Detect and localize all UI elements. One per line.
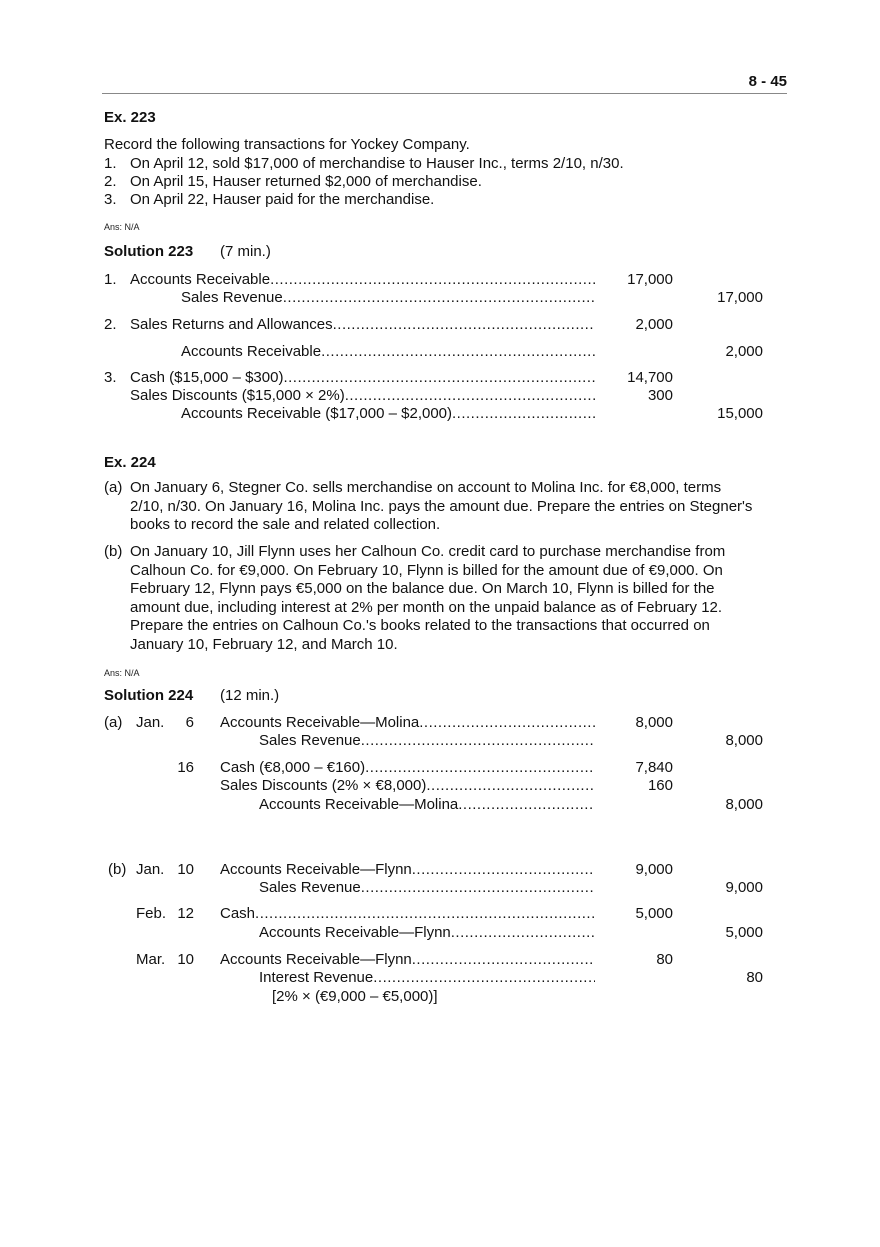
credit-amount: 8,000 xyxy=(725,732,763,749)
credit-amount: 8,000 xyxy=(725,796,763,813)
journal-row xyxy=(0,759,880,777)
entry-month: Jan. xyxy=(136,861,165,878)
entry-label: (b) xyxy=(108,861,127,878)
entry-day: 10 xyxy=(177,861,194,878)
account-line xyxy=(181,289,595,307)
journal-row xyxy=(0,369,880,387)
account-line xyxy=(259,924,595,942)
account-name: Accounts Receivable—Flynn xyxy=(220,951,412,968)
credit-amount: 5,000 xyxy=(725,924,763,941)
journal-row xyxy=(0,387,880,405)
part-text-line: books to record the sale and related collection. xyxy=(130,516,441,534)
account-line xyxy=(220,759,595,777)
account-line xyxy=(259,879,595,897)
entry-label: 1. xyxy=(104,271,117,288)
entry-month: Feb. xyxy=(136,905,167,922)
journal-row xyxy=(0,343,880,361)
dot-leader xyxy=(333,316,595,334)
account-line xyxy=(181,405,595,423)
account-line xyxy=(259,969,595,987)
dot-leader xyxy=(426,777,595,795)
debit-amount: 14,700 xyxy=(627,369,673,386)
dot-leader xyxy=(419,714,595,732)
solution-224-time: (12 min.) xyxy=(220,687,280,704)
dot-leader xyxy=(361,732,595,750)
journal-row xyxy=(0,969,880,987)
credit-amount: 15,000 xyxy=(717,405,763,422)
account-line xyxy=(181,343,595,361)
account-name: Accounts Receivable xyxy=(181,343,322,360)
journal-row xyxy=(0,879,880,897)
account-line xyxy=(259,732,595,750)
item-text: On April 22, Hauser paid for the merchandise. xyxy=(130,191,435,208)
credit-amount: 17,000 xyxy=(717,289,763,306)
account-line xyxy=(130,387,595,405)
account-name: Cash ($15,000 – $300) xyxy=(130,369,284,386)
account-name: Sales Discounts ($15,000 × 2%) xyxy=(130,387,345,404)
journal-row xyxy=(0,924,880,942)
account-name: Accounts Receivable—Molina xyxy=(259,796,459,813)
account-name: Cash (€8,000 – €160) xyxy=(220,759,366,776)
journal-row xyxy=(0,861,880,879)
exercise-224-title: Ex. 224 xyxy=(104,454,156,471)
item-text: On April 15, Hauser returned $2,000 of merchandise. xyxy=(130,173,482,190)
journal-row xyxy=(0,316,880,334)
debit-amount: 160 xyxy=(647,777,673,794)
solution-224-title: Solution 224 xyxy=(104,687,194,704)
account-name: Cash xyxy=(220,905,256,922)
entry-label: 2. xyxy=(104,316,117,333)
journal-row xyxy=(0,714,880,732)
part-text-line: Calhoun Co. for €9,000. On February 10, Flynn is billed for the amount due of €9,000. On xyxy=(130,561,723,579)
credit-amount: 80 xyxy=(746,969,763,986)
part-label: (b) xyxy=(104,543,123,560)
dot-leader xyxy=(345,387,595,405)
account-name: Interest Revenue xyxy=(259,969,374,986)
debit-amount: 5,000 xyxy=(635,905,673,922)
entry-day: 10 xyxy=(177,951,194,968)
solution-223-title: Solution 223 xyxy=(104,243,194,260)
debit-amount: 80 xyxy=(656,951,673,968)
entry-day: 6 xyxy=(185,714,194,731)
dot-leader xyxy=(373,969,595,987)
dot-leader xyxy=(365,759,595,777)
item-number: 2. xyxy=(104,173,117,190)
debit-amount: 17,000 xyxy=(627,271,673,288)
journal-row xyxy=(0,796,880,814)
exercise-224-answer: Ans: N/A xyxy=(104,668,140,678)
debit-amount: 300 xyxy=(647,387,673,404)
account-name: Accounts Receivable ($17,000 – $2,000) xyxy=(181,405,453,422)
item-number: 3. xyxy=(104,191,117,208)
part-text-line: February 12, Flynn pays €5,000 on the balance due. On March 10, Flynn is billed for the xyxy=(130,580,715,598)
item-text: On April 12, sold $17,000 of merchandise to Hauser Inc., terms 2/10, n/30. xyxy=(130,155,624,172)
journal-row xyxy=(0,777,880,795)
dot-leader xyxy=(321,343,595,361)
part-text-line: On January 10, Jill Flynn uses her Calhoun Co. credit card to purchase merchandise from xyxy=(130,543,726,560)
dot-leader xyxy=(412,951,595,969)
entry-label: 3. xyxy=(104,369,117,386)
entry-label: (a) xyxy=(104,714,123,731)
account-line xyxy=(220,714,595,732)
debit-amount: 8,000 xyxy=(635,714,673,731)
journal-row xyxy=(0,289,880,307)
account-line xyxy=(259,796,595,814)
exercise-223-title: Ex. 223 xyxy=(104,109,156,126)
exercise-223-answer: Ans: N/A xyxy=(104,222,140,232)
journal-row xyxy=(0,405,880,423)
account-line xyxy=(220,951,595,969)
entry-day: 12 xyxy=(177,905,194,922)
dot-leader xyxy=(270,271,595,289)
part-label: (a) xyxy=(104,479,123,496)
account-name: Sales Revenue xyxy=(181,289,283,306)
account-name: Sales Returns and Allowances xyxy=(130,316,333,333)
journal-row xyxy=(0,951,880,969)
header-rule xyxy=(102,93,787,94)
journal-row xyxy=(0,905,880,923)
item-number: 1. xyxy=(104,155,117,172)
debit-amount: 9,000 xyxy=(635,861,673,878)
account-name: Sales Revenue xyxy=(259,879,361,896)
entry-month: Mar. xyxy=(136,951,166,968)
dot-leader xyxy=(451,924,595,942)
account-line xyxy=(220,861,595,879)
dot-leader xyxy=(283,289,595,307)
dot-leader xyxy=(412,861,595,879)
credit-amount: 9,000 xyxy=(725,879,763,896)
debit-amount: 7,840 xyxy=(635,759,673,776)
account-line xyxy=(220,905,595,923)
account-name: Accounts Receivable—Molina xyxy=(220,714,420,731)
entry-month: Jan. xyxy=(136,714,165,731)
journal-row xyxy=(0,271,880,289)
part-text-line: January 10, February 12, and March 10. xyxy=(130,636,398,653)
journal-row xyxy=(0,732,880,750)
account-line xyxy=(130,271,595,289)
entry-day: 16 xyxy=(177,759,194,776)
account-name: Accounts Receivable—Flynn xyxy=(259,924,451,941)
interest-calculation-note: [2% × (€9,000 – €5,000)] xyxy=(272,988,438,1005)
credit-amount: 2,000 xyxy=(725,343,763,360)
part-text-line: Prepare the entries on Calhoun Co.'s books related to the transactions that occurred on xyxy=(130,617,710,635)
page-number: 8 - 45 xyxy=(748,73,787,90)
dot-leader xyxy=(255,905,595,923)
dot-leader xyxy=(452,405,595,423)
account-line xyxy=(130,316,595,334)
part-text-line: amount due, including interest at 2% per month on the unpaid balance as of February 12. xyxy=(130,598,723,616)
account-name: Sales Revenue xyxy=(259,732,361,749)
account-name: Sales Discounts (2% × €8,000) xyxy=(220,777,427,794)
account-name: Accounts Receivable xyxy=(130,271,271,288)
dot-leader xyxy=(458,796,595,814)
dot-leader xyxy=(283,369,595,387)
part-text-line: On January 6, Stegner Co. sells merchandise on account to Molina Inc. for €8,000, terms xyxy=(130,479,722,496)
exercise-223-intro: Record the following transactions for Yockey Company. xyxy=(104,136,470,153)
dot-leader xyxy=(361,879,595,897)
account-line xyxy=(130,369,595,387)
account-name: Accounts Receivable—Flynn xyxy=(220,861,412,878)
part-text-line: 2/10, n/30. On January 16, Molina Inc. pays the amount due. Prepare the entries on Stegner's xyxy=(130,497,753,515)
solution-223-time: (7 min.) xyxy=(220,243,271,260)
account-line xyxy=(220,777,595,795)
debit-amount: 2,000 xyxy=(635,316,673,333)
